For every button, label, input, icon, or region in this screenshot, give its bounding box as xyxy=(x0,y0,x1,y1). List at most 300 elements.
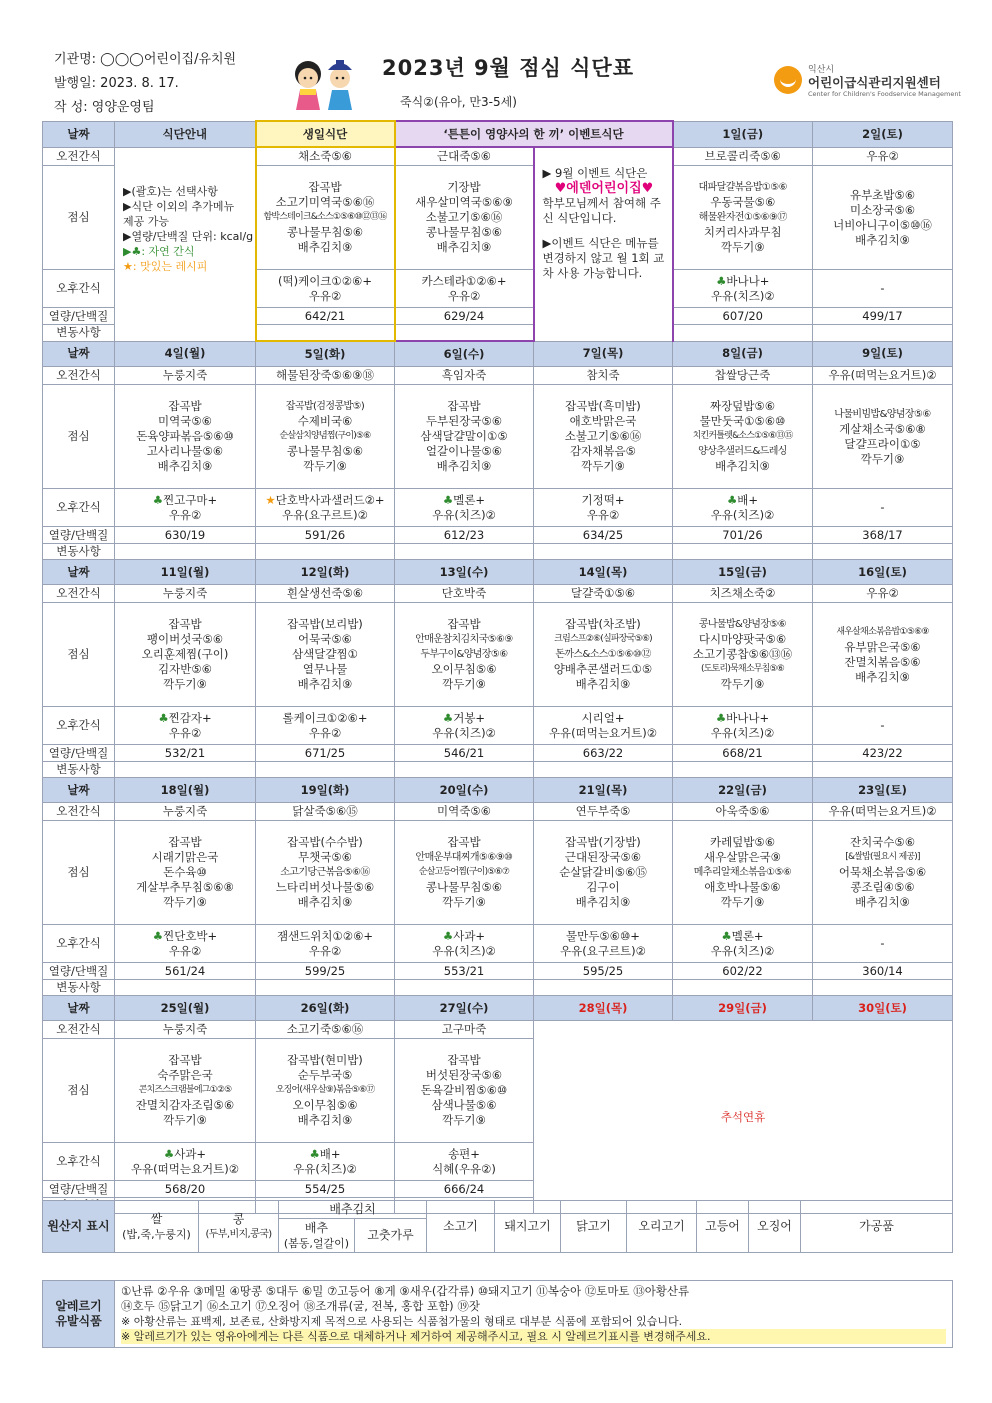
guide-line: ▶♣: 자연 간식 xyxy=(123,244,195,258)
guide-line: ▶(괄호)는 선택사항 xyxy=(123,184,218,198)
snack-line: 우유(치즈)② xyxy=(710,507,775,522)
org-name: 기관명: ◯◯◯어린이집/유치원 xyxy=(54,52,237,67)
pm-snack xyxy=(395,707,534,745)
pm-snack xyxy=(256,489,395,527)
date-header: 4일(월) xyxy=(115,341,256,367)
menu-line: 잡곡밥(차조밥) xyxy=(565,617,641,631)
pm-snack xyxy=(534,707,673,745)
menu-line: 잡곡밥(기장밥) xyxy=(565,835,641,849)
menu-line: 깍두기⑨ xyxy=(163,677,207,691)
change-cell xyxy=(673,544,813,560)
snack-line: ♣바나나+ xyxy=(716,273,770,288)
menu-line: 깍두기⑨ xyxy=(442,677,486,691)
kcal-protein: 602/22 xyxy=(673,963,813,980)
menu-line: 함박스테이크&소스①⑤⑥⑩⑫⑬⑯ xyxy=(263,212,387,222)
row-label-change: 변동사항 xyxy=(43,544,115,560)
menu-line: 콩나물무침⑤⑥ xyxy=(425,880,503,894)
date-header: 5일(화) xyxy=(256,341,395,367)
menu-line: 콩나물밥&양념장⑤⑥ xyxy=(698,619,787,630)
row-label-lunch: 점심 xyxy=(43,166,115,270)
menu-line: 어묵채소볶음⑤⑥ xyxy=(838,865,927,879)
menu-line: 잡곡밥 xyxy=(308,180,342,194)
birthday-header: 생일식단 xyxy=(256,121,395,147)
menu-line: 새우살미역국⑤⑥⑨ xyxy=(415,195,513,209)
change-cell xyxy=(256,325,395,342)
snack-line: ♣배+ xyxy=(726,492,759,507)
menu-line: 잡곡밥(현미밥) xyxy=(287,1053,363,1067)
lunch-menu xyxy=(534,603,673,707)
am-snack: 아욱죽⑤⑥ xyxy=(673,803,813,821)
menu-line: 소고기당근볶음⑤⑥⑯ xyxy=(280,867,370,878)
snack-line: ★단호박사과샐러드②+ xyxy=(265,492,385,507)
kcal-protein: 532/21 xyxy=(115,745,256,762)
header-info xyxy=(54,48,236,120)
snack-line: ♣찐고구마+ xyxy=(152,492,218,507)
menu-line: 삼색달걀말이①⑤ xyxy=(420,429,508,443)
menu-line: 오리훈제찜(구이) xyxy=(141,647,229,661)
page-title: 2023년 9월 점심 식단표 xyxy=(382,56,634,80)
change-cell xyxy=(395,980,534,996)
am-snack: 누룽지죽 xyxy=(115,367,256,385)
menu-line: 양상추샐러드&드레싱 xyxy=(698,446,787,457)
pm-snack xyxy=(256,1143,395,1181)
pm-snack xyxy=(115,707,256,745)
menu-line: 감자채볶음⑤ xyxy=(570,444,636,458)
snack-line: 우유(요구르트)② xyxy=(282,507,368,522)
menu-line: 수제비국⑥ xyxy=(297,414,353,428)
menu-line: 두부된장국⑤⑥ xyxy=(425,414,503,428)
menu-line: 배추김치⑨ xyxy=(436,240,492,254)
menu-line: 잡곡밥 xyxy=(447,1053,481,1067)
row-label-change: 변동사항 xyxy=(43,980,115,996)
menu-line: 깍두기⑨ xyxy=(303,459,347,473)
kcal-protein: 666/24 xyxy=(395,1181,534,1198)
origin-mackerel: 고등어 xyxy=(697,1201,749,1253)
menu-line: 돈육양파볶음⑤⑥⑩ xyxy=(136,429,234,443)
menu-line: 배추김치⑨ xyxy=(297,895,353,909)
row-label-date: 날짜 xyxy=(43,560,115,585)
menu-line: 메추리알채소볶음①⑤⑥ xyxy=(693,867,792,878)
row-label-kcal: 열량/단백질 xyxy=(43,308,115,325)
am-snack: 찹쌀당근죽 xyxy=(673,367,813,385)
menu-line: 오이무침⑤⑥ xyxy=(431,662,497,676)
kcal-protein: 663/22 xyxy=(534,745,673,762)
event-line: 학부모님께서 참여해 주신 식단입니다. xyxy=(542,196,661,225)
change-cell xyxy=(813,980,953,996)
allergy-label: 알레르기 유발식품 xyxy=(43,1281,115,1348)
menu-line: 깍두기⑨ xyxy=(720,677,765,691)
row-label-date: 날짜 xyxy=(43,121,115,147)
menu-line: 콩나물무침⑤⑥ xyxy=(286,225,364,239)
origin-pork: 돼지고기 xyxy=(495,1201,561,1253)
menu-line: 잡곡밥(흑미밥) xyxy=(565,399,641,413)
row-label-lunch: 점심 xyxy=(43,603,115,707)
origin-kimchi: 배추김치 xyxy=(279,1201,427,1219)
menu-line: 순살고등어찜(구이)⑤⑥⑦ xyxy=(418,867,510,877)
date-header: 9일(토) xyxy=(813,341,953,367)
change-cell xyxy=(115,980,256,996)
date-header: 16일(토) xyxy=(813,560,953,585)
menu-line: 미소장국⑤⑥ xyxy=(849,202,916,217)
snack-line: ♣찐단호박+ xyxy=(152,928,218,943)
change-cell xyxy=(395,762,534,778)
snack-line: ♣멜론+ xyxy=(721,928,764,943)
menu-line: 고사리나물⑤⑥ xyxy=(146,444,224,458)
kcal-protein: 553/21 xyxy=(395,963,534,980)
lunch-menu xyxy=(673,166,813,270)
row-label-lunch: 점심 xyxy=(43,1039,115,1143)
lunch-menu xyxy=(673,385,813,489)
pm-snack xyxy=(395,925,534,963)
origin-rice: 쌀 (밥,죽,누룽지) xyxy=(115,1201,199,1253)
menu-line: 잡곡밥 xyxy=(447,399,481,413)
menu-line: 소불고기⑤⑥⑯ xyxy=(425,210,503,224)
menu-line: 시래기맑은국 xyxy=(151,850,219,864)
snack-line: 우유(치즈)② xyxy=(710,943,775,958)
menu-line: 깍두기⑨ xyxy=(163,1113,207,1127)
snack-line: 시리얼+ xyxy=(581,710,625,725)
snack-line: ♣사과+ xyxy=(442,928,486,943)
am-snack: 치즈채소죽② xyxy=(673,585,813,603)
menu-line: 두부구이&양념장⑤⑥ xyxy=(420,649,508,660)
snack-line: ♣거봉+ xyxy=(442,710,486,725)
origin-cabbage: 배추 (봄동,얼갈이) xyxy=(279,1219,355,1253)
lunch-menu xyxy=(813,821,953,925)
menu-line: 애호박나물⑤⑥ xyxy=(704,880,781,894)
origin-label: 원산지 표시 xyxy=(43,1201,115,1253)
kcal-protein: 612/23 xyxy=(395,527,534,544)
origin-chili: 고춧가루 xyxy=(355,1219,427,1253)
snack-line: 우유(치즈)② xyxy=(432,507,496,522)
menu-line: 안매운부대찌개⑤⑥⑨⑩ xyxy=(415,852,513,863)
snack-line: - xyxy=(880,718,885,732)
date-header: 25일(월) xyxy=(115,996,256,1021)
menu-line: 잡곡밥 xyxy=(168,835,202,849)
kcal-protein: 630/19 xyxy=(115,527,256,544)
pm-snack xyxy=(813,925,953,963)
event-daycare-name: ♥에덴어린이집♥ xyxy=(554,181,654,196)
row-label-am: 오전간식 xyxy=(43,1021,115,1039)
menu-line: 근대된장국⑤⑥ xyxy=(564,850,642,864)
menu-line: 배추김치⑨ xyxy=(297,677,353,691)
am-snack: 누룽지죽 xyxy=(115,1021,256,1039)
lunch-menu xyxy=(256,385,395,489)
snack-line: 우유(떠먹는요거트)② xyxy=(548,725,658,740)
kcal-protein: 499/17 xyxy=(813,308,953,325)
row-label-date: 날짜 xyxy=(43,996,115,1021)
menu-line: 치킨커틀렛&소스①⑤⑥⑬⑮ xyxy=(692,431,793,441)
page-subtitle: 죽식②(유아, 만3-5세) xyxy=(400,95,517,109)
menu-line: [&쌀밥(필요시 제공)] xyxy=(845,852,920,862)
pm-snack xyxy=(813,270,953,308)
pm-snack xyxy=(813,489,953,527)
change-cell xyxy=(256,980,395,996)
date-header: 27일(수) xyxy=(395,996,534,1021)
row-label-kcal: 열량/단백질 xyxy=(43,963,115,980)
menu-line: 콩나물무침⑤⑥ xyxy=(425,225,503,239)
guide-line: ★: 맛있는 레시피 xyxy=(123,259,208,273)
guide-line: ▶열량/단백질 단위: kcal/g xyxy=(123,229,254,243)
am-snack: 고구마죽 xyxy=(395,1021,534,1039)
menu-line: 깍두기⑨ xyxy=(163,895,207,909)
snack-line: 우유(치즈)② xyxy=(432,725,496,740)
menu-line: 배추김치⑨ xyxy=(157,459,213,473)
guide-line: ▶식단 이외의 추가메뉴 xyxy=(123,199,235,213)
lunch-menu xyxy=(673,603,813,707)
menu-line: 오이무침⑤⑥ xyxy=(292,1098,358,1112)
menu-line: 돈까스&소스①⑤⑥⑩⑫ xyxy=(555,649,651,660)
menu-line: 팽이버섯국⑤⑥ xyxy=(146,632,224,646)
menu-line: 잡곡밥 xyxy=(168,617,202,631)
snack-line: - xyxy=(880,500,885,514)
origin-beef: 소고기 xyxy=(427,1201,495,1253)
am-snack: 소고기죽⑤⑥⑯ xyxy=(256,1021,395,1039)
snack-line: 우유② xyxy=(586,507,620,522)
kcal-protein: 360/14 xyxy=(813,963,953,980)
date-header: 19일(화) xyxy=(256,778,395,803)
smile-logo-icon xyxy=(774,66,802,94)
kcal-protein: 668/21 xyxy=(673,745,813,762)
lunch-menu xyxy=(115,1039,256,1143)
lunch-menu xyxy=(395,166,534,270)
date-header: 14일(목) xyxy=(534,560,673,585)
event-line: ▶이벤트 식단은 메뉴를 변경하지 않고 월 1회 교차 사용 가능합니다. xyxy=(542,236,665,280)
pm-snack xyxy=(673,489,813,527)
lunch-menu xyxy=(673,821,813,925)
menu-line: 삼색나물⑤⑥ xyxy=(431,1098,497,1112)
pm-snack xyxy=(115,489,256,527)
kcal-protein: 642/21 xyxy=(256,308,395,325)
kcal-protein: 607/20 xyxy=(673,308,813,325)
menu-line: 열무나물 xyxy=(302,662,348,676)
kcal-protein: 368/17 xyxy=(813,527,953,544)
kcal-protein: 591/26 xyxy=(256,527,395,544)
change-cell xyxy=(673,980,813,996)
date-header: 13일(수) xyxy=(395,560,534,585)
change-cell xyxy=(395,325,534,342)
menu-line: 콘치즈스크램블에그①②⑤ xyxy=(138,1085,232,1095)
kcal-protein: 568/20 xyxy=(115,1181,256,1198)
holiday-date-header: 28일(목) xyxy=(534,996,673,1021)
lunch-menu xyxy=(395,1039,534,1143)
kcal-protein: 701/26 xyxy=(673,527,813,544)
snack-line: 기정떡+ xyxy=(581,492,625,507)
snack-line: - xyxy=(880,936,885,950)
am-snack: 우유(떠먹는요거트)② xyxy=(813,803,953,821)
event-line: ▶ 9월 이벤트 식단은 xyxy=(542,166,648,180)
menu-line: 돈수육⑩ xyxy=(163,865,207,879)
lunch-menu xyxy=(115,603,256,707)
snack-line: ♣사과+ xyxy=(163,1146,207,1161)
menu-line: 무챗국⑤⑥ xyxy=(298,850,352,864)
row-label-change: 변동사항 xyxy=(43,762,115,778)
row-label-date: 날짜 xyxy=(43,341,115,367)
menu-line: 깍두기⑨ xyxy=(720,895,765,909)
snack-line: 송편+ xyxy=(448,1146,480,1161)
kcal-protein: 629/24 xyxy=(395,308,534,325)
menu-line: 너비아니구이⑤⑩⑯ xyxy=(833,217,932,232)
author: 작 성: 영양운영팀 xyxy=(54,100,155,115)
snack-line: 우유② xyxy=(447,288,481,303)
holiday-label: 추석연휴 xyxy=(534,1021,953,1214)
row-label-lunch: 점심 xyxy=(43,385,115,489)
menu-line: 기장밥 xyxy=(447,180,481,194)
row-label-am: 오전간식 xyxy=(43,147,115,166)
menu-line: (도토리)묵채소무침⑤⑥ xyxy=(700,664,785,674)
snack-line: ♣배+ xyxy=(309,1146,341,1161)
menu-line: 순두부국⑤ xyxy=(297,1068,353,1082)
origin-squid: 오징어 xyxy=(749,1201,801,1253)
date-header: 26일(화) xyxy=(256,996,395,1021)
menu-line: 크림스프②⑥(실파장국⑤⑥) xyxy=(554,634,652,644)
issue-date: 발행일: 2023. 8. 17. xyxy=(54,76,179,91)
menu-line: 잡곡밥(보리밥) xyxy=(287,617,363,631)
change-cell xyxy=(673,325,813,342)
lunch-menu xyxy=(395,385,534,489)
date-header: 20일(수) xyxy=(395,778,534,803)
kcal-protein: 554/25 xyxy=(256,1181,395,1198)
change-cell xyxy=(256,544,395,560)
pm-snack xyxy=(115,925,256,963)
pm-snack xyxy=(395,270,534,308)
menu-line: 새우살채소볶음밥①⑤⑥⑨ xyxy=(836,626,929,637)
menu-line: 잡곡밥 xyxy=(447,617,481,631)
menu-line: 새우살맑은국⑨ xyxy=(704,850,781,864)
date-header: 18일(월) xyxy=(115,778,256,803)
menu-line: 콩조림④⑤⑥ xyxy=(850,880,915,894)
change-cell xyxy=(395,544,534,560)
menu-line: 깍두기⑨ xyxy=(442,1113,486,1127)
date-header: 23일(토) xyxy=(813,778,953,803)
snack-line: 물만두⑤⑥⑩+ xyxy=(566,928,640,943)
menu-line: 어묵국⑤⑥ xyxy=(298,632,352,646)
menu-line: 돈육갈비찜⑤⑥⑩ xyxy=(420,1083,508,1097)
lunch-menu xyxy=(395,603,534,707)
date-header: 22일(금) xyxy=(673,778,813,803)
menu-line: 애호박맑은국 xyxy=(569,414,637,428)
origin-bean: 콩 (두부,비지,콩국) xyxy=(199,1201,279,1253)
origin-duck: 오리고기 xyxy=(627,1201,697,1253)
pm-snack xyxy=(673,925,813,963)
menu-line: 소고기미역국⑤⑥⑯ xyxy=(275,195,375,209)
menu-line: 배추김치⑨ xyxy=(297,240,353,254)
kcal-protein: 599/25 xyxy=(256,963,395,980)
menu-line: 깍두기⑨ xyxy=(860,451,905,466)
am-snack: 단호박죽 xyxy=(395,585,534,603)
origin-processed: 가공품 xyxy=(801,1201,953,1253)
am-snack: 우유(떠먹는요거트)② xyxy=(813,367,953,385)
menu-line: 유부초밥⑤⑥ xyxy=(849,187,916,202)
kcal-protein: 561/24 xyxy=(115,963,256,980)
date-header: 21일(목) xyxy=(534,778,673,803)
menu-line: 해물완자전①⑤⑥⑨⑰ xyxy=(698,212,787,223)
date-header: 11일(월) xyxy=(115,560,256,585)
center-logo: 익산시 어린이급식관리지원센터 Center for Children's Foodservice Management xyxy=(774,62,954,102)
origin-chicken: 닭고기 xyxy=(561,1201,627,1253)
row-label-kcal: 열량/단백질 xyxy=(43,527,115,544)
menu-line: 김구이 xyxy=(586,880,620,894)
pm-snack xyxy=(673,270,813,308)
menu-line: 게살부추무침⑤⑥⑧ xyxy=(136,880,234,894)
am-snack: 흑임자죽 xyxy=(395,367,534,385)
pm-snack xyxy=(256,270,395,308)
snack-line: 우유(치즈)② xyxy=(432,943,496,958)
menu-line: 깍두기⑨ xyxy=(442,895,486,909)
menu-line: 달걀프라이①⑤ xyxy=(844,436,921,451)
row-label-pm: 오후간식 xyxy=(43,707,115,745)
pm-snack xyxy=(115,1143,256,1181)
event-info xyxy=(534,147,673,341)
lunch-menu xyxy=(256,1039,395,1143)
origin-allergy-table xyxy=(42,1200,953,1348)
menu-line: 깍두기⑨ xyxy=(581,459,625,473)
snack-line: 우유② xyxy=(168,943,202,958)
menu-line: 깍두기⑨ xyxy=(720,240,765,254)
lunch-menu xyxy=(115,821,256,925)
am-snack: 누룽지죽 xyxy=(115,803,256,821)
date-header: 8일(금) xyxy=(673,341,813,367)
row-label-am: 오전간식 xyxy=(43,367,115,385)
snack-line: ♣찐감자+ xyxy=(158,710,212,725)
snack-line: 식혜(우유②) xyxy=(432,1161,496,1176)
lunch-menu xyxy=(115,385,256,489)
change-cell xyxy=(115,544,256,560)
snack-line: 우유(치즈)② xyxy=(293,1161,357,1176)
kcal-protein: 546/21 xyxy=(395,745,534,762)
menu-line: 잡곡밥(검정콩밥⑤) xyxy=(285,401,365,412)
menu-line: 잡곡밥 xyxy=(168,399,202,413)
menu-line: 배추김치⑨ xyxy=(297,1113,353,1127)
menu-line: 순살삼치양념찜(구이)⑤⑥ xyxy=(279,431,371,441)
snack-line: 잼샌드위치①②⑥+ xyxy=(276,928,374,943)
holiday-date-header: 29일(금) xyxy=(673,996,813,1021)
kcal-protein: 423/22 xyxy=(813,745,953,762)
menu-line: 우동국물⑤⑥ xyxy=(710,195,776,209)
menu-line: 카레덮밥⑤⑥ xyxy=(709,835,776,849)
change-cell xyxy=(534,762,673,778)
row-label-pm: 오후간식 xyxy=(43,1143,115,1181)
menu-line: 배추김치⑨ xyxy=(436,459,492,473)
snack-line: 우유② xyxy=(308,725,342,740)
menu-line: 잡곡밥 xyxy=(168,1053,202,1067)
snack-line: 우유(치즈)② xyxy=(710,288,775,303)
menu-line: 순살닭갈비⑤⑥⑮ xyxy=(559,865,647,879)
menu-line: 소고기콩찹⑤⑥⑬⑯ xyxy=(692,647,793,661)
lunch-menu xyxy=(256,166,395,270)
row-label-date: 날짜 xyxy=(43,778,115,803)
menu-line: 김자반⑤⑥ xyxy=(158,662,212,676)
pm-snack xyxy=(534,925,673,963)
row-label-pm: 오후간식 xyxy=(43,489,115,527)
am-snack: 연두부죽⑤ xyxy=(534,803,673,821)
kcal-protein: 671/25 xyxy=(256,745,395,762)
menu-line: 배추김치⑨ xyxy=(855,232,910,247)
children-illustration xyxy=(288,56,364,110)
lunch-menu xyxy=(813,385,953,489)
snack-line: 우유② xyxy=(168,725,202,740)
snack-line: ♣멜론+ xyxy=(442,492,486,507)
am-snack: 누룽지죽 xyxy=(115,585,256,603)
menu-line: 버섯된장국⑤⑥ xyxy=(425,1068,503,1082)
snack-line: - xyxy=(880,281,885,295)
date-header: 15일(금) xyxy=(673,560,813,585)
pm-snack xyxy=(673,707,813,745)
snack-line: 우유② xyxy=(308,943,342,958)
menu-line: 안매운참치김치국⑤⑥⑨ xyxy=(415,634,513,645)
am-snack: 브로콜리죽⑤⑥ xyxy=(673,147,813,166)
date-header: 6일(수) xyxy=(395,341,534,367)
menu-line: 미역국⑤⑥ xyxy=(158,414,212,428)
